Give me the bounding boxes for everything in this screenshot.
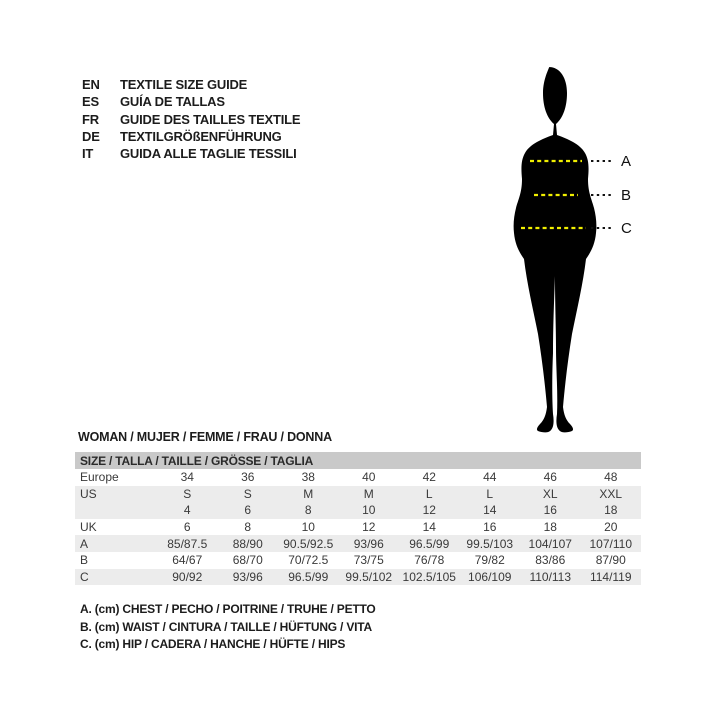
table-row-uk <box>75 519 641 536</box>
hip-measure-label: C <box>621 220 632 237</box>
size-value: 18 <box>543 520 557 535</box>
size-value: 14 <box>483 503 497 518</box>
size-value: 8 <box>304 503 312 518</box>
size-value: 110/113 <box>529 569 572 584</box>
language-code: EN <box>82 77 100 93</box>
size-table <box>75 452 641 585</box>
size-value: 99.5/103 <box>466 536 514 551</box>
language-row-en <box>82 76 300 93</box>
language-code: FR <box>82 111 99 127</box>
language-row-es <box>82 93 300 110</box>
size-value: 79/82 <box>474 553 505 568</box>
size-value: 99.5/102 <box>345 569 393 584</box>
size-value: 68/70 <box>232 553 263 568</box>
chest-measure-label: A <box>621 153 632 170</box>
size-value: 10 <box>362 503 376 518</box>
size-value: 90/92 <box>172 569 203 584</box>
size-value: 102.5/105 <box>402 569 456 584</box>
size-value: 114/119 <box>589 569 632 584</box>
table-row-us <box>75 486 641 503</box>
size-value: 88/90 <box>232 536 263 551</box>
size-value: S <box>183 486 192 501</box>
size-value: 8 <box>244 520 252 535</box>
language-title: GUÍA DE TALLAS <box>120 94 225 110</box>
size-value: 12 <box>422 503 436 518</box>
row-label: C <box>80 569 89 584</box>
size-value: 70/72.5 <box>288 553 329 568</box>
size-value: 34 <box>180 470 194 485</box>
size-table-header: SIZE / TALLA / TAILLE / GRÖSSE / TAGLIA <box>75 452 641 469</box>
table-row-hip <box>75 569 641 586</box>
language-title: TEXTILGRÖßENFÜHRUNG <box>120 129 282 145</box>
size-value: 106/109 <box>468 569 512 584</box>
legend-hip: C. (cm) HIP / CADERA / HANCHE / HÜFTE / HIPS <box>80 637 346 652</box>
section-title: WOMAN / MUJER / FEMME / FRAU / DONNA <box>78 430 332 444</box>
table-row-us-numeric <box>75 502 641 519</box>
language-code: IT <box>82 146 94 162</box>
row-label: B <box>80 553 89 568</box>
size-value: 73/75 <box>353 553 384 568</box>
size-value: L <box>425 486 433 501</box>
size-value: S <box>243 486 252 501</box>
size-value: 87/90 <box>595 553 626 568</box>
size-value: 14 <box>422 520 436 535</box>
size-value: 18 <box>604 503 618 518</box>
table-row-europe <box>75 469 641 486</box>
row-label: UK <box>80 520 97 535</box>
size-value: 16 <box>543 503 557 518</box>
size-value: 20 <box>604 520 618 535</box>
size-value: 38 <box>301 470 315 485</box>
row-label: US <box>80 486 97 501</box>
size-value: 46 <box>543 470 557 485</box>
size-value: 6 <box>183 520 191 535</box>
size-value: 42 <box>422 470 436 485</box>
legend-chest: A. (cm) CHEST / PECHO / POITRINE / TRUHE / PETTO <box>80 602 376 616</box>
woman-silhouette-figure <box>475 58 640 438</box>
size-value: 104/107 <box>528 536 572 551</box>
size-value: L <box>486 486 494 501</box>
size-value: 6 <box>244 503 252 518</box>
size-value: 93/96 <box>353 536 384 551</box>
woman-silhouette <box>514 67 597 432</box>
row-label: A <box>80 536 89 551</box>
waist-measure-label: B <box>621 187 632 204</box>
measurement-legend <box>80 602 376 655</box>
language-title: GUIDE DES TAILLES TEXTILE <box>120 111 301 127</box>
language-row-fr <box>82 111 300 128</box>
size-value: 48 <box>604 470 618 485</box>
size-value: 4 <box>183 503 191 518</box>
size-value: 96.5/99 <box>409 536 450 551</box>
size-value: 93/96 <box>232 569 263 584</box>
size-value: M <box>303 486 314 501</box>
language-list <box>82 76 300 162</box>
row-label: Europe <box>80 470 119 485</box>
language-title: GUIDA ALLE TAGLIE TESSILI <box>120 146 297 162</box>
size-value: 96.5/99 <box>288 569 329 584</box>
size-value: 64/67 <box>172 553 203 568</box>
size-value: XXL <box>599 486 623 501</box>
language-code: ES <box>82 94 99 110</box>
size-value: 90.5/92.5 <box>283 536 334 551</box>
language-row-it <box>82 145 300 162</box>
size-value: 76/78 <box>414 553 445 568</box>
size-value: 10 <box>301 520 315 535</box>
size-value: 40 <box>362 470 376 485</box>
size-value: 83/86 <box>535 553 566 568</box>
size-value: 36 <box>241 470 255 485</box>
language-title: TEXTILE SIZE GUIDE <box>120 77 248 93</box>
size-value: 12 <box>362 520 376 535</box>
table-row-waist <box>75 552 641 569</box>
legend-waist: B. (cm) WAIST / CINTURA / TAILLE / HÜFTUNG / VITA <box>80 619 372 634</box>
size-value: XL <box>542 486 558 501</box>
language-row-de <box>82 128 300 145</box>
size-value: 16 <box>483 520 497 535</box>
size-value: M <box>363 486 374 501</box>
size-value: 44 <box>483 470 497 485</box>
language-code: DE <box>82 129 100 145</box>
size-value: 85/87.5 <box>167 536 208 551</box>
table-row-chest <box>75 535 641 552</box>
size-value: 107/110 <box>589 536 632 551</box>
